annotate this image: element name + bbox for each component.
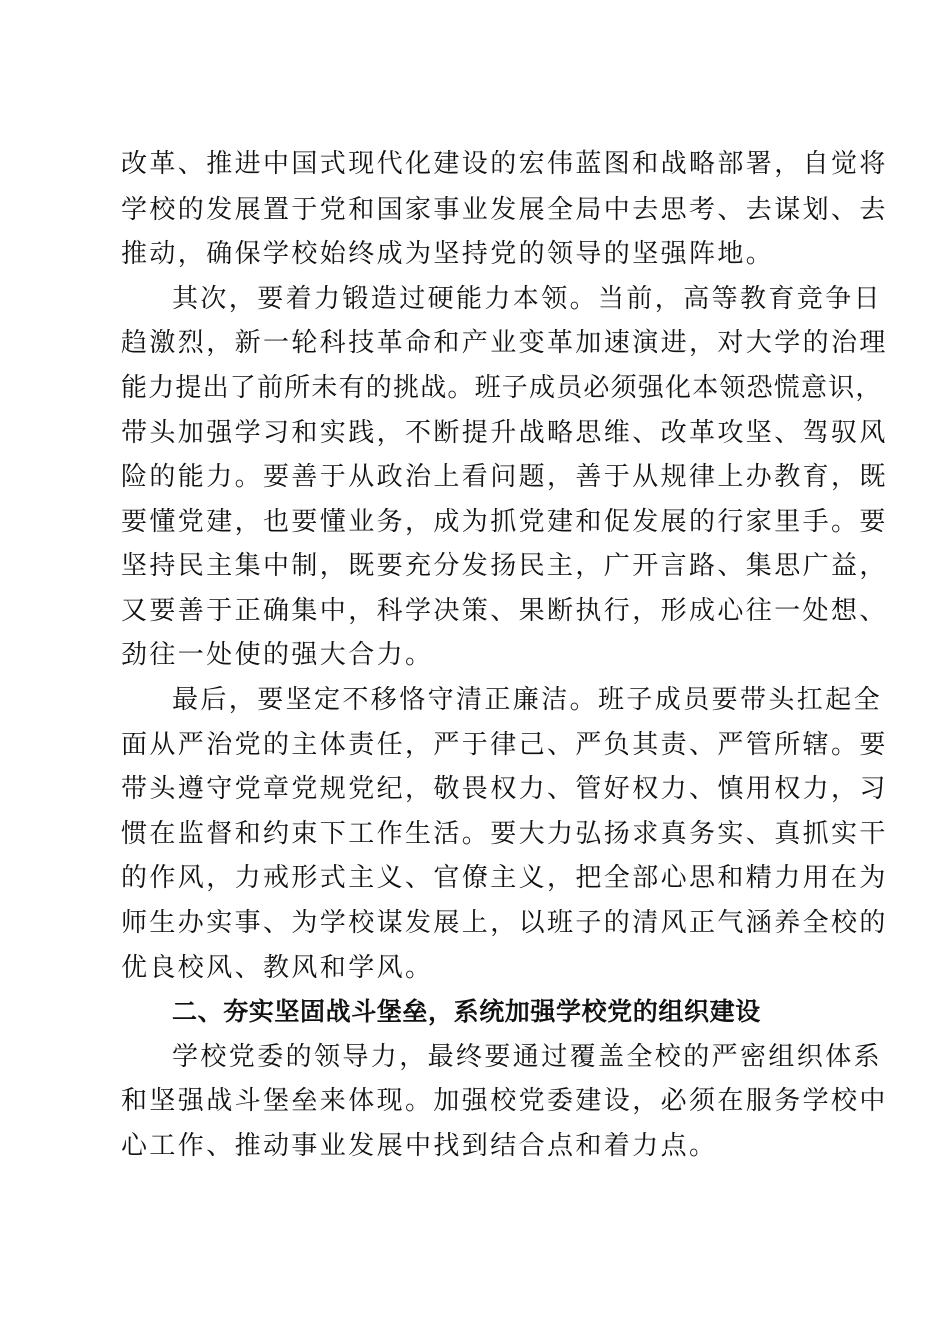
line-text: 带头遵守党章党规党纪，敬畏权力、管好权力、慎用权力，习	[121, 774, 888, 804]
line-text: 改革、推进中国式现代化建设的宏伟蓝图和战略部署，自觉将	[121, 149, 888, 179]
line-text: 优良校风、教风和学风。	[121, 953, 434, 983]
line-text: 学校的发展置于党和国家事业发展全局中去思考、去谋划、去	[121, 195, 888, 225]
line-text: 坚持民主集中制，既要充分发扬民主，广开言路、集思广益，	[121, 551, 888, 581]
line-text: 要懂党建，也要懂业务，成为抓党建和促发展的行家里手。要	[121, 507, 888, 537]
line-text: 和坚强战斗堡垒来体现。加强校党委建设，必须在服务学校中	[121, 1086, 888, 1116]
line-text: 师生办实事、为学校谋发展上，以班子的清风正气涵养全校的	[121, 908, 888, 938]
line-text: 能力提出了前所未有的挑战。班子成员必须强化本领恐慌意识，	[121, 373, 883, 403]
line-text: 学校党委的领导力，最终要通过覆盖全校的严密组织体系	[172, 1042, 883, 1072]
section-heading-text: 二、夯实坚固战斗堡垒，系统加强学校党的组织建设	[172, 997, 761, 1026]
line-text: 其次，要着力锻造过硬能力本领。当前，高等教育竞争日	[172, 284, 883, 314]
line-text: 面从严治党的主体责任，严于律己、严负其责、严管所辖。要	[121, 730, 888, 760]
line-text: 惯在监督和约束下工作生活。要大力弘扬求真务实、真抓实干	[121, 819, 888, 849]
line-text: 劲往一处使的强大合力。	[121, 640, 434, 670]
line-text: 推动，确保学校始终成为坚持党的领导的坚强阵地。	[121, 239, 775, 269]
line-text: 趋激烈，新一轮科技革命和产业变革加速演进，对大学的治理	[121, 328, 888, 358]
line-text: 带头加强学习和实践，不断提升战略思维、改革攻坚、驾驭风	[121, 418, 888, 448]
line-text: 最后，要坚定不移恪守清正廉洁。班子成员要带头扛起全	[172, 685, 883, 715]
line-text: 险的能力。要善于从政治上看问题，善于从规律上办教育，既	[121, 462, 888, 492]
line-text: 心工作、推动事业发展中找到结合点和着力点。	[121, 1131, 718, 1161]
line-text: 的作风，力戒形式主义、官僚主义，把全部心思和精力用在为	[121, 863, 888, 893]
line-text: 又要善于正确集中，科学决策、果断执行，形成心往一处想、	[121, 596, 888, 626]
